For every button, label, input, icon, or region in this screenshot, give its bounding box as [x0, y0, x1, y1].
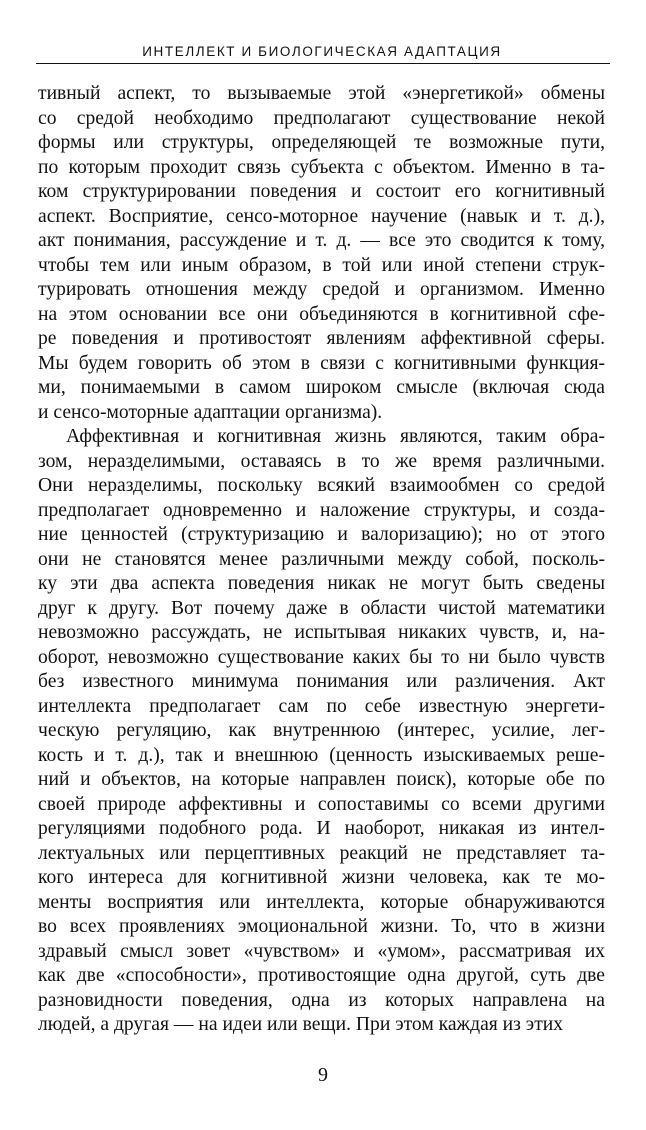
text-line: интеллекта предполагает сам по себе известную энергети-	[38, 695, 605, 717]
header-rule	[36, 63, 610, 64]
text-line: кого интереса для когнитивной жизни человека, как те мо-	[38, 867, 605, 888]
text-line: своей природе аффективны и сопоставимы со всеми другими	[38, 793, 605, 815]
paragraph	[38, 82, 605, 425]
text-line: Аффективная и когнитивная жизнь являются, таким обра-	[66, 426, 605, 447]
text-line: Они неразделимы, поскольку всякий взаимообмен со средой	[38, 475, 605, 496]
text-line: лектуальных или перцептивных реакций не представляет та-	[38, 842, 605, 864]
text-line: кость и т. д.), так и внешнюю (ценность изыскиваемых реше-	[38, 744, 605, 766]
running-head: ИНТЕЛЛЕКТ И БИОЛОГИЧЕСКАЯ АДАПТАЦИЯ	[142, 44, 502, 59]
text-line: невозможно рассуждать, не испытывая никаких чувств, и, на-	[38, 622, 605, 643]
text-line: людей, а другая — на идеи или вещи. При этом каждая из этих	[38, 1014, 564, 1035]
text-line: со средой необходимо предполагают существование некой	[38, 107, 605, 129]
text-line: оборот, невозможно существование каких бы то ни было чувств	[38, 646, 605, 668]
text-line: во всех проявлениях эмоциональной жизни. То, что в жизни	[38, 916, 605, 937]
text-line: ние ценностей (структуризацию и валоризацию); но от этого	[38, 524, 605, 545]
text-line: акт понимания, рассуждение и т. д. — все это сводится к тому,	[38, 230, 605, 251]
text-line: по которым проходит связь субъекта с объектом. Именно в та-	[38, 156, 605, 178]
text-line: тивный аспект, то вызываемые этой «энергетикой» обмены	[38, 83, 605, 104]
text-line: менты восприятия или интеллекта, которые обнаруживаются	[38, 891, 605, 913]
text-line: регуляциями подобного рода. И наоборот, никакая из интел-	[38, 818, 605, 839]
text-line: аспект. Восприятие, сенсо-моторное научение (навык и т. д.),	[38, 205, 605, 227]
text-line: как две «способности», противостоящие одна другой, суть две	[38, 965, 605, 986]
text-line: зом, неразделимыми, оставаясь в то же время различными.	[38, 450, 605, 472]
text-line: друг к другу. Вот почему даже в области чистой математики	[38, 597, 605, 619]
text-line: ком структурировании поведения и состоит его когнитивный	[38, 181, 605, 202]
text-line: без известного минимума понимания или различения. Акт	[38, 671, 605, 692]
text-line: здравый смысл зовет «чувством» и «умом», рассматривая их	[38, 940, 605, 962]
text-line: ми, понимаемыми в самом широком смысле (включая сюда	[38, 377, 605, 398]
text-line: разновидности поведения, одна из которых направлена на	[38, 989, 605, 1011]
text-line: они не становятся менее различными между собой, посколь-	[38, 548, 605, 570]
text-line: ку эти два аспекта поведения никак не могут быть сведены	[38, 573, 605, 594]
text-line: турировать отношения между средой и организмом. Именно	[38, 279, 605, 300]
body-text	[38, 82, 605, 1038]
text-line: и сенсо-моторные адаптации организма).	[38, 401, 383, 423]
text-line: на этом основании все они объединяются в когнитивной сфе-	[38, 303, 605, 325]
text-line: чтобы тем или иным образом, в той или иной степени струк-	[38, 254, 605, 276]
text-line: формы или структуры, определяющей те возможные пути,	[38, 132, 605, 153]
text-line: ний и объектов, на которые направлен поиск), которые обе по	[38, 769, 605, 790]
page-number: 9	[318, 1064, 328, 1086]
paragraph	[38, 425, 605, 1038]
text-line: ре поведения и противостоят явлениям аффективной сферы.	[38, 328, 605, 349]
text-line: предполагает одновременно и наложение структуры, и созда-	[38, 499, 605, 521]
text-line: ческую регуляцию, как внутреннюю (интерес, усилие, лег-	[38, 720, 605, 741]
text-line: Мы будем говорить об этом в связи с когнитивными функция-	[38, 352, 605, 374]
